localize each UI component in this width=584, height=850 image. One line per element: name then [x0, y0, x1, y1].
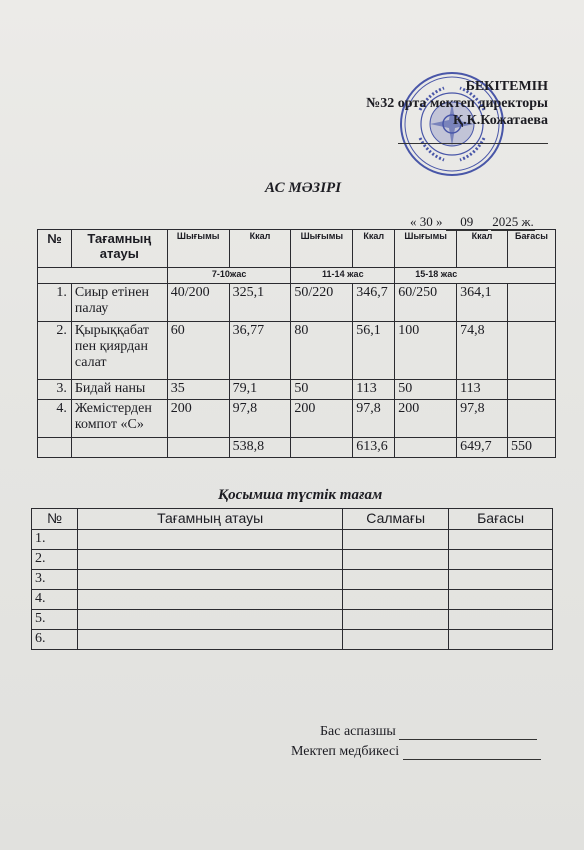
- table-row: [38, 380, 556, 400]
- nurse-signature: [291, 744, 541, 760]
- header-price: Бағасы: [507, 230, 555, 268]
- kcal-11-14: 113: [353, 380, 395, 400]
- total-kcal-11-14: 613,6: [353, 438, 395, 458]
- kcal-15-18: 364,1: [457, 284, 508, 322]
- nurse-signature-line: [403, 745, 541, 760]
- row-no: 4.: [32, 590, 78, 610]
- header-portion-3: Шығымы: [395, 230, 457, 268]
- extra-header-price: Бағасы: [449, 509, 553, 530]
- portion-15-18: 50: [395, 380, 457, 400]
- date-day: « 30 »: [410, 214, 443, 229]
- table-row: [38, 322, 556, 380]
- extra-dishes-table: [31, 508, 553, 650]
- dish-price: [507, 380, 555, 400]
- age-group-2: 11-14 жас: [291, 268, 395, 284]
- chef-signature-line: [399, 725, 537, 740]
- row-no: 3.: [32, 570, 78, 590]
- age-group-row: [38, 268, 556, 284]
- approval-position: №32 орта мектеп директоры: [366, 96, 548, 111]
- kcal-15-18: 113: [457, 380, 508, 400]
- nurse-label: Мектеп медбикесі: [291, 744, 400, 759]
- header-kcal-1: Ккал: [229, 230, 291, 268]
- kcal-11-14: 97,8: [353, 400, 395, 438]
- kcal-11-14: 346,7: [353, 284, 395, 322]
- extra-header-weight: Салмағы: [343, 509, 449, 530]
- table-row: [32, 630, 553, 650]
- row-no: 5.: [32, 610, 78, 630]
- age-group-3: 15-18 жас: [395, 268, 556, 284]
- header-portion-2: Шығымы: [291, 230, 353, 268]
- date-year: 2025 ж.: [492, 214, 534, 229]
- menu-header-row: [38, 230, 556, 268]
- row-no: 2.: [32, 550, 78, 570]
- kcal-15-18: 74,8: [457, 322, 508, 380]
- dish-name: Қырыққабат пен қиярдан салат: [71, 322, 167, 380]
- chef-signature: [320, 724, 537, 740]
- portion-7-10: 200: [167, 400, 229, 438]
- approval-title: БЕКІТЕМІН: [465, 79, 548, 94]
- chef-label: Бас аспазшы: [320, 724, 396, 739]
- table-row: [32, 590, 553, 610]
- table-row: [32, 530, 553, 550]
- header-kcal-3: Ккал: [457, 230, 508, 268]
- approval-block: [366, 78, 548, 144]
- total-kcal-7-10: 538,8: [229, 438, 291, 458]
- approval-director-name: Қ.К.Кожатаева: [452, 113, 548, 128]
- kcal-7-10: 79,1: [229, 380, 291, 400]
- kcal-7-10: 97,8: [229, 400, 291, 438]
- table-row: [32, 550, 553, 570]
- dish-name: Бидай наны: [71, 380, 167, 400]
- portion-15-18: 100: [395, 322, 457, 380]
- approval-signature-line: [398, 129, 548, 144]
- age-group-1: 7-10жас: [167, 268, 291, 284]
- portion-15-18: 200: [395, 400, 457, 438]
- table-row: [32, 570, 553, 590]
- extra-dishes-title: Қосымша түстік тағам: [218, 487, 383, 503]
- portion-7-10: 60: [167, 322, 229, 380]
- kcal-15-18: 97,8: [457, 400, 508, 438]
- kcal-7-10: 36,77: [229, 322, 291, 380]
- dish-price: [507, 400, 555, 438]
- portion-11-14: 50: [291, 380, 353, 400]
- table-row: [32, 610, 553, 630]
- portion-7-10: 35: [167, 380, 229, 400]
- total-price: 550: [507, 438, 555, 458]
- row-no: 1.: [32, 530, 78, 550]
- dish-price: [507, 284, 555, 322]
- portion-7-10: 40/200: [167, 284, 229, 322]
- row-no: 2.: [38, 322, 72, 380]
- totals-row: [38, 438, 556, 458]
- dish-name: Жемістерден компот «С»: [71, 400, 167, 438]
- row-no: 6.: [32, 630, 78, 650]
- portion-11-14: 50/220: [291, 284, 353, 322]
- portion-11-14: 80: [291, 322, 353, 380]
- extra-header-name: Тағамның атауы: [77, 509, 342, 530]
- total-kcal-15-18: 649,7: [457, 438, 508, 458]
- row-no: 1.: [38, 284, 72, 322]
- header-portion-1: Шығымы: [167, 230, 229, 268]
- kcal-7-10: 325,1: [229, 284, 291, 322]
- extra-header-row: [32, 509, 553, 530]
- portion-11-14: 200: [291, 400, 353, 438]
- dish-name: Сиыр етінен палау: [71, 284, 167, 322]
- table-row: [38, 400, 556, 438]
- date-month: 09: [446, 214, 488, 231]
- table-row: [38, 284, 556, 322]
- row-no: 4.: [38, 400, 72, 438]
- row-no: 3.: [38, 380, 72, 400]
- dish-price: [507, 322, 555, 380]
- header-kcal-2: Ккал: [353, 230, 395, 268]
- menu-table: [37, 229, 556, 458]
- portion-15-18: 60/250: [395, 284, 457, 322]
- header-no: №: [38, 230, 72, 268]
- kcal-11-14: 56,1: [353, 322, 395, 380]
- extra-header-no: №: [32, 509, 78, 530]
- header-name: Тағамның атауы: [71, 230, 167, 268]
- menu-title: АС МӘЗІРІ: [265, 180, 342, 196]
